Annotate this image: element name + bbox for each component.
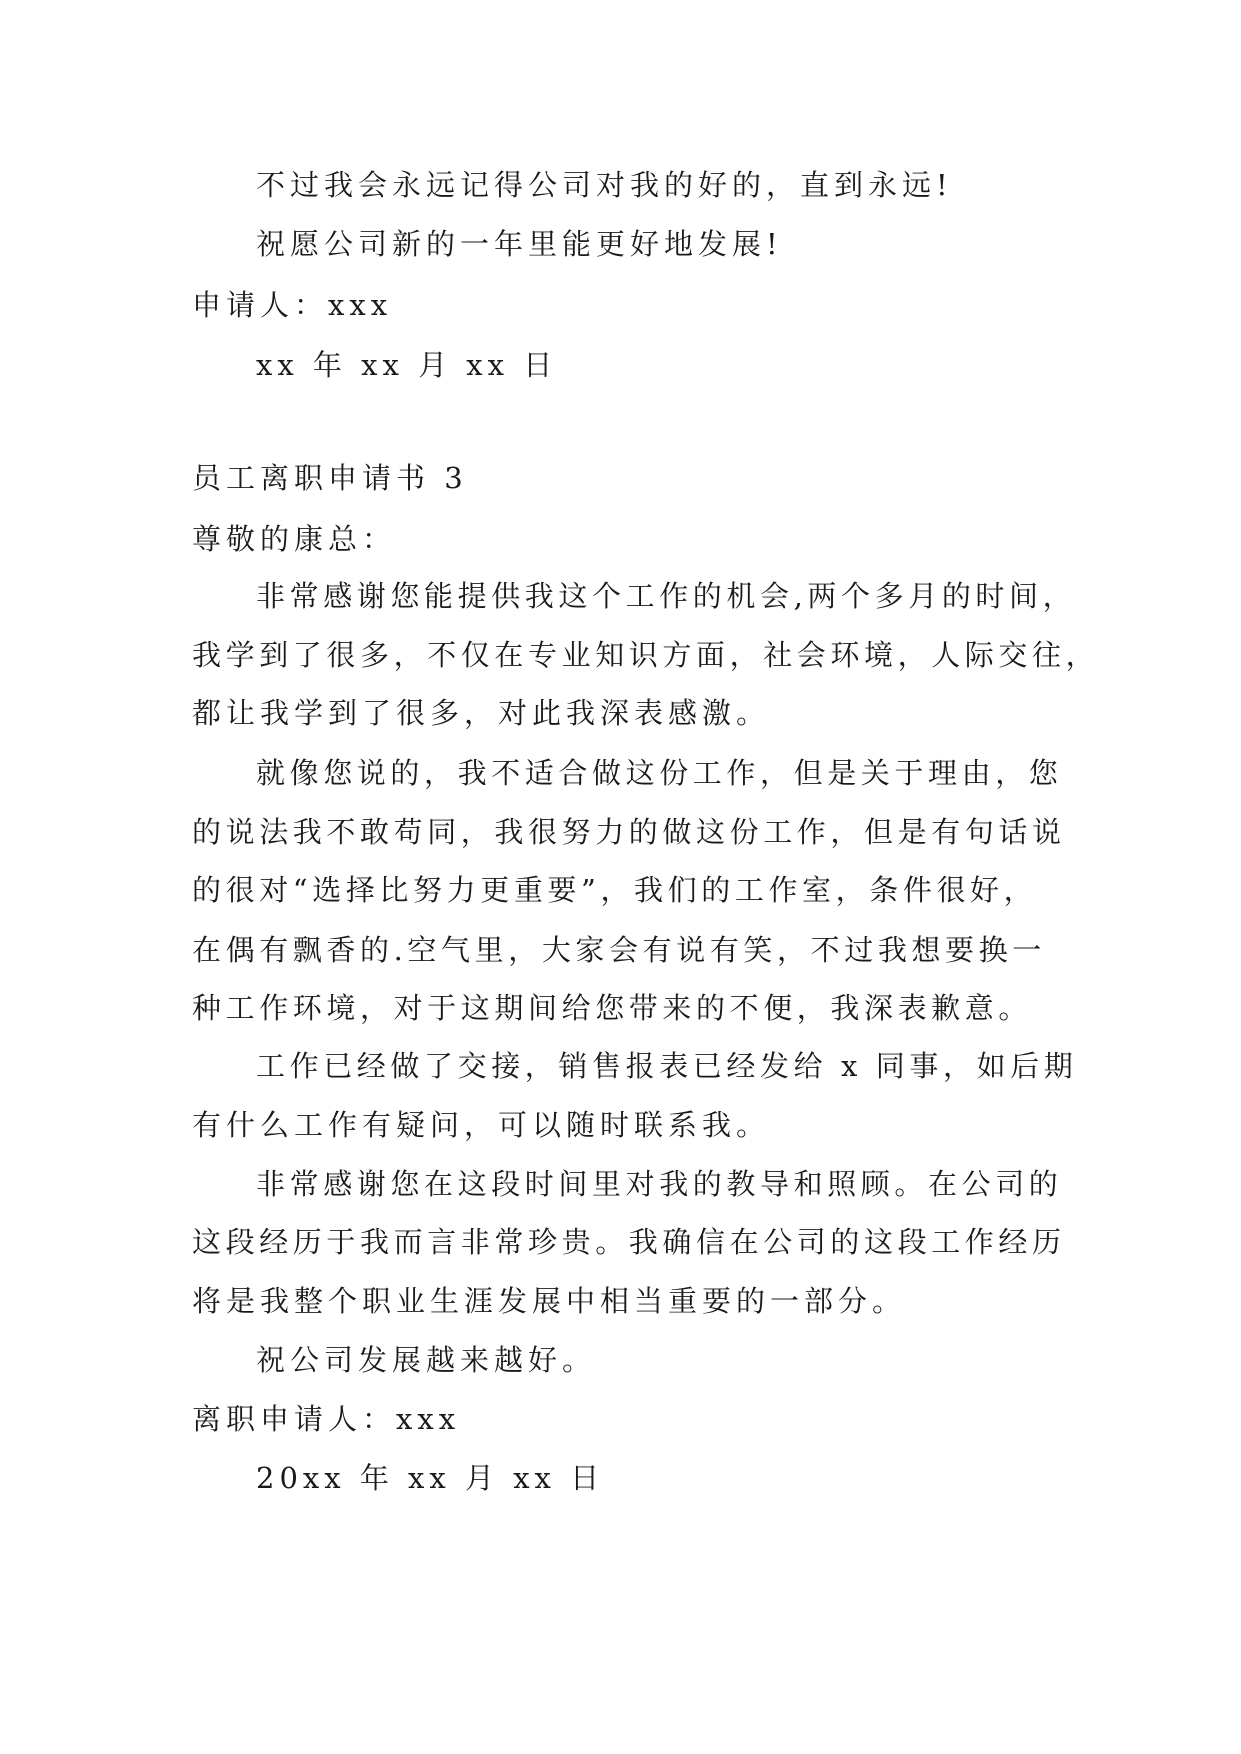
wishes-line: 祝愿公司新的一年里能更好地发展!: [256, 227, 783, 261]
applicant-line: 离职申请人：xxx: [192, 1402, 461, 1436]
paragraph-line: 将是我整个职业生涯发展中相当重要的一部分。: [192, 1284, 907, 1318]
paragraph-line: 在偶有飘香的.空气里，大家会有说有笑，不过我想要换一: [192, 933, 1046, 967]
closing-paragraph-line: 不过我会永远记得公司对我的好的，直到永远!: [256, 168, 953, 202]
salutation: 尊敬的康总：: [192, 522, 397, 556]
paragraph-line: 这段经历于我而言非常珍贵。我确信在公司的这段工作经历: [192, 1225, 1066, 1259]
letter-title: 员工离职申请书 3: [192, 461, 468, 495]
date-line: xx 年 xx 月 xx 日: [256, 348, 558, 382]
paragraph-line: 种工作环境，对于这期间给您带来的不便，我深表歉意。: [192, 991, 1033, 1025]
applicant-line: 申请人：xxx: [192, 288, 393, 322]
paragraph-line: 的很对“选择比努力更重要”，我们的工作室，条件很好，: [192, 873, 1038, 907]
paragraph-line: 都让我学到了很多，对此我深表感激。: [192, 696, 771, 730]
wishes-line: 祝公司发展越来越好。: [256, 1343, 597, 1377]
paragraph-line: 有什么工作有疑问，可以随时联系我。: [192, 1108, 771, 1142]
paragraph-line: 非常感谢您在这段时间里对我的教导和照顾。在公司的: [256, 1167, 1063, 1201]
paragraph-line: 我学到了很多，不仅在专业知识方面，社会环境，人际交往，: [192, 638, 1100, 672]
paragraph-line: 的说法我不敢苟同，我很努力的做这份工作，但是有句话说: [192, 815, 1066, 849]
paragraph-line: 工作已经做了交接，销售报表已经发给 x 同事，如后期: [256, 1049, 1078, 1083]
date-line: 20xx 年 xx 月 xx 日: [256, 1461, 605, 1495]
paragraph-line: 就像您说的，我不适合做这份工作，但是关于理由，您: [256, 756, 1063, 790]
paragraph-line: 非常感谢您能提供我这个工作的机会,两个多月的时间，: [256, 579, 1077, 613]
